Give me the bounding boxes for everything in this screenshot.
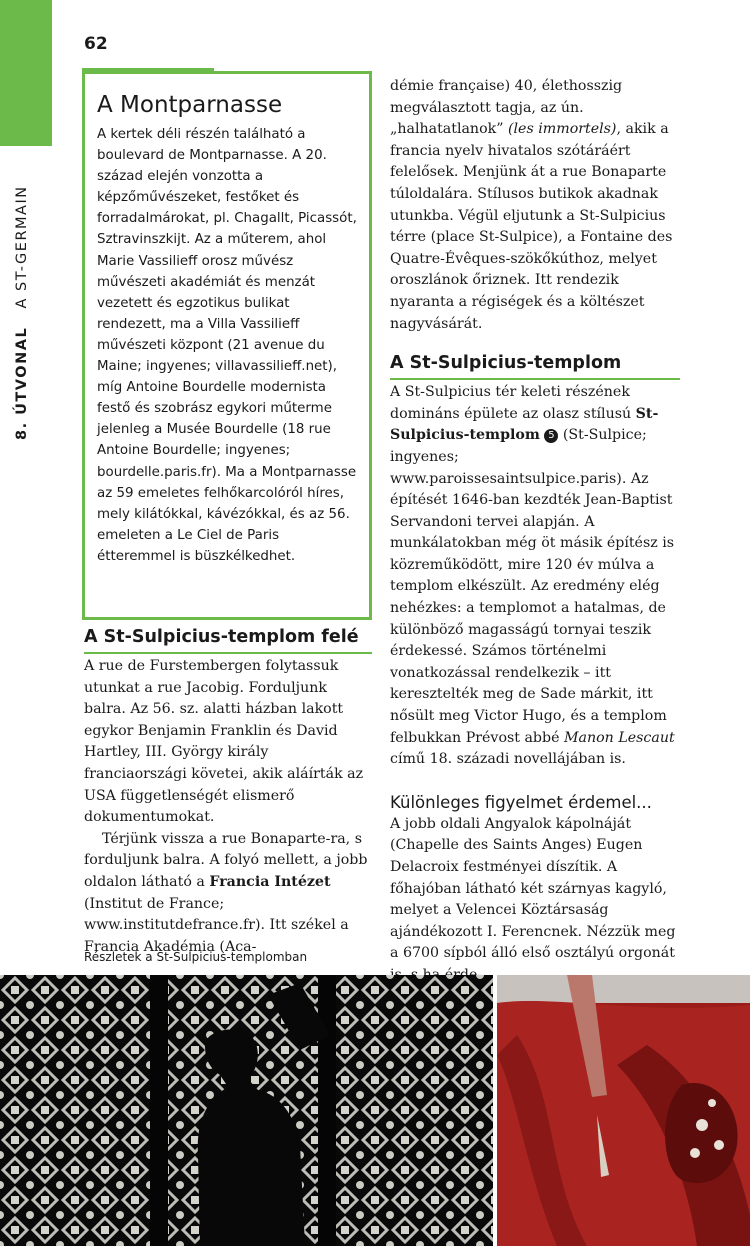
chapter-tab	[0, 0, 52, 146]
red-robe-photo	[497, 975, 750, 1246]
map-marker-icon: 5	[544, 429, 558, 443]
montparnasse-box	[82, 71, 372, 620]
left-paragraph-1: A rue de Furstembergen folytassuk utunkat a rue Jacobig. Forduljunk balra. Az 56. sz. alatti házban lakott egykor Benjamin Franklin és David Hartley, III. György király franciaországi követei, akik aláírták az USA függetlenségét elismerő dokumentumokat.	[84, 658, 364, 826]
manon-lescaut-title: Manon Lescaut	[564, 729, 675, 746]
box-title: A Montparnasse	[97, 92, 283, 118]
stained-glass-photo	[0, 975, 493, 1246]
route-area: A ST-GERMAIN	[14, 185, 30, 309]
photo-caption: Részletek a St-Sulpicius-templomban	[84, 950, 308, 964]
immortels-term: (les immortels)	[507, 121, 617, 138]
left-section-heading: A St-Sulpicius-templom felé	[84, 627, 372, 654]
box-body: A kertek déli részén található a boulevard de Montparnasse. A 20. század elején vonzotta a képzőművészeket, festőket és forradalmárokat, pl. Chagallt, Picassót, Sztravinszkijt. Az a műterem, ahol Marie Vassilieff orosz művész művészeti akadémiát és menzát vezetett és egzotikus bulikat rendezett, ma a Villa Vassilieff művészeti központ (21 avenue du Maine; ingyenes; villavassilieff.net), míg Antoine Bourdelle modernista festő és szobrász egykori műterme jelenleg a Musée Bourdelle (18 rue Antoine Bourdelle; ingyenes; bourdelle.paris.fr). Ma a Montparnasse az 59 emeletes felhőkarcolóról híres, mely kilátókkal, kávézókkal, és az 56. emeleten a Le Ciel de Paris étteremmel is büszkélkedhet.	[97, 127, 357, 564]
church-name: St-Sulpicius-templom	[390, 405, 659, 444]
institut-name: Francia Intézet	[209, 873, 331, 890]
left-section	[84, 627, 372, 958]
right-section-heading: A St-Sulpicius-templom	[390, 353, 680, 380]
notable-heading: Különleges figyelmet érdemel...	[390, 792, 652, 812]
right-section-paragraph: A St-Sulpicius tér keleti részének domináns épülete az olasz stílusú St-Sulpicius-templom 5 (St-Sulpice; ingyenes; www.paroissesaintsulpice.paris). Az építését 1646-ban kezdték Jean-Baptist Servandoni tervei alapján. A munkálatokban még öt másik építész is közreműködött, mire 120 év múlva a templom elkészült. Az eredmény elég nehézkes: a templomot a hatalmas, de különböző magasságú tornyai teszik érdekessé. Számos történelmi vonatkozással rendelkezik – itt keresztelték meg de Sade márkit, itt nősült meg Victor Hugo, és a templom felbukkan Prévost abbé Manon Lescaut című 18. századi novellájában is.	[390, 384, 675, 768]
right-column	[390, 76, 680, 987]
route-number: 8. ÚTVONAL	[14, 326, 30, 440]
left-paragraph-2: Térjünk vissza a rue Bonaparte-ra, s forduljunk balra. A folyó mellett, a jobb oldalon látható a Francia Intézet (Institut de France; www.institutdefrance.fr). Itt székel a Francia Akadémia (Aca-	[84, 830, 368, 955]
notable-body: A jobb oldali Angyalok kápolnáját (Chapelle des Saints Anges) Eugen Delacroix festményei díszítik. A főhajóban látható két szárnyas kagyló, melyet a Velencei Köztársaság ajándékozott I. Ferencnek. Nézzük meg a 6700 sípból álló első osztályú orgonát	[390, 815, 676, 962]
page-number: 62	[84, 34, 108, 54]
right-top-paragraph: démie française) 40, élethosszig megválasztott tagja, az ún. „halhatatlanok” (les immortels), akik a francia nyelv hivatalos szótáráért felelősek. Menjünk át a rue Bonaparte túloldalára. Stílusos butikok akadnak utunkba. Végül eljutunk a St-Sulpicius térre (place St-Sulpice), a Fontaine des Quatre-Évêques-szökőkúthoz, melyet oroszlánok őriznek. Itt rendezik nyaranta a régiségek és a költészet nagyvásárát.	[390, 78, 673, 332]
